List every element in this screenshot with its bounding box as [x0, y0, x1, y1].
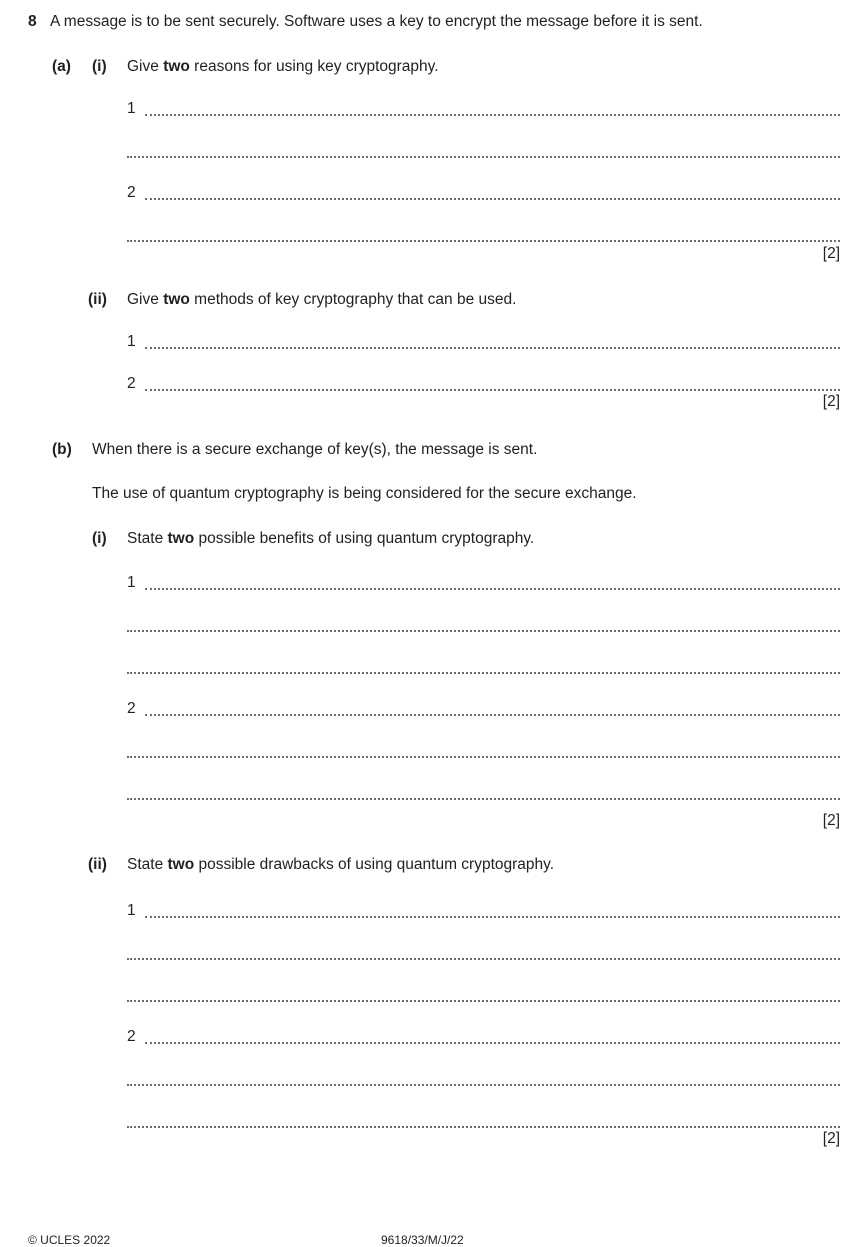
- answer-line[interactable]: [145, 700, 840, 716]
- part-b-ii-label: (ii): [88, 856, 107, 873]
- answer-number: 1: [127, 100, 136, 117]
- answer-line[interactable]: [145, 184, 840, 200]
- answer-line[interactable]: [127, 226, 840, 242]
- answer-line[interactable]: [145, 375, 840, 391]
- answer-line[interactable]: [127, 1112, 840, 1128]
- answer-line[interactable]: [127, 742, 840, 758]
- answer-line[interactable]: [145, 333, 840, 349]
- answer-line[interactable]: [127, 784, 840, 800]
- answer-number: 2: [127, 1028, 136, 1045]
- part-b-i-label: (i): [92, 530, 107, 547]
- part-b-label: (b): [52, 441, 72, 458]
- answer-number: 2: [127, 375, 136, 392]
- answer-line[interactable]: [127, 658, 840, 674]
- marks-allocation: [2]: [822, 812, 840, 829]
- marks-allocation: [2]: [822, 1130, 840, 1147]
- answer-line[interactable]: [145, 1028, 840, 1044]
- answer-number: 1: [127, 574, 136, 591]
- answer-line[interactable]: [127, 1070, 840, 1086]
- part-b-intro-2: The use of quantum cryptography is being considered for the secure exchange.: [92, 485, 637, 502]
- part-b-ii-prompt: State two possible drawbacks of using quantum cryptography.: [127, 856, 555, 873]
- marks-allocation: [2]: [822, 393, 840, 410]
- answer-number: 1: [127, 902, 136, 919]
- part-a-i-prompt: Give two reasons for using key cryptography.: [127, 58, 439, 75]
- answer-line[interactable]: [127, 616, 840, 632]
- footer-copyright: © UCLES 2022: [28, 1233, 111, 1247]
- answer-number: 1: [127, 333, 136, 350]
- part-a-ii-prompt: Give two methods of key cryptography that can be used.: [127, 291, 517, 308]
- question-number: 8: [28, 13, 37, 30]
- answer-number: 2: [127, 184, 136, 201]
- answer-line[interactable]: [145, 100, 840, 116]
- answer-line[interactable]: [145, 574, 840, 590]
- marks-allocation: [2]: [822, 245, 840, 262]
- part-a-ii-label: (ii): [88, 291, 107, 308]
- question-stem: A message is to be sent securely. Software uses a key to encrypt the message before it is sent.: [50, 13, 703, 30]
- part-b-i-prompt: State two possible benefits of using quantum cryptography.: [127, 530, 535, 547]
- answer-line[interactable]: [127, 944, 840, 960]
- part-b-intro-1: When there is a secure exchange of key(s), the message is sent.: [92, 441, 538, 458]
- answer-line[interactable]: [127, 142, 840, 158]
- part-a-i-label: (i): [92, 58, 107, 75]
- answer-line[interactable]: [127, 986, 840, 1002]
- answer-line[interactable]: [145, 902, 840, 918]
- answer-number: 2: [127, 700, 136, 717]
- part-a-label: (a): [52, 58, 71, 75]
- footer-paper-code: 9618/33/M/J/22: [381, 1233, 464, 1247]
